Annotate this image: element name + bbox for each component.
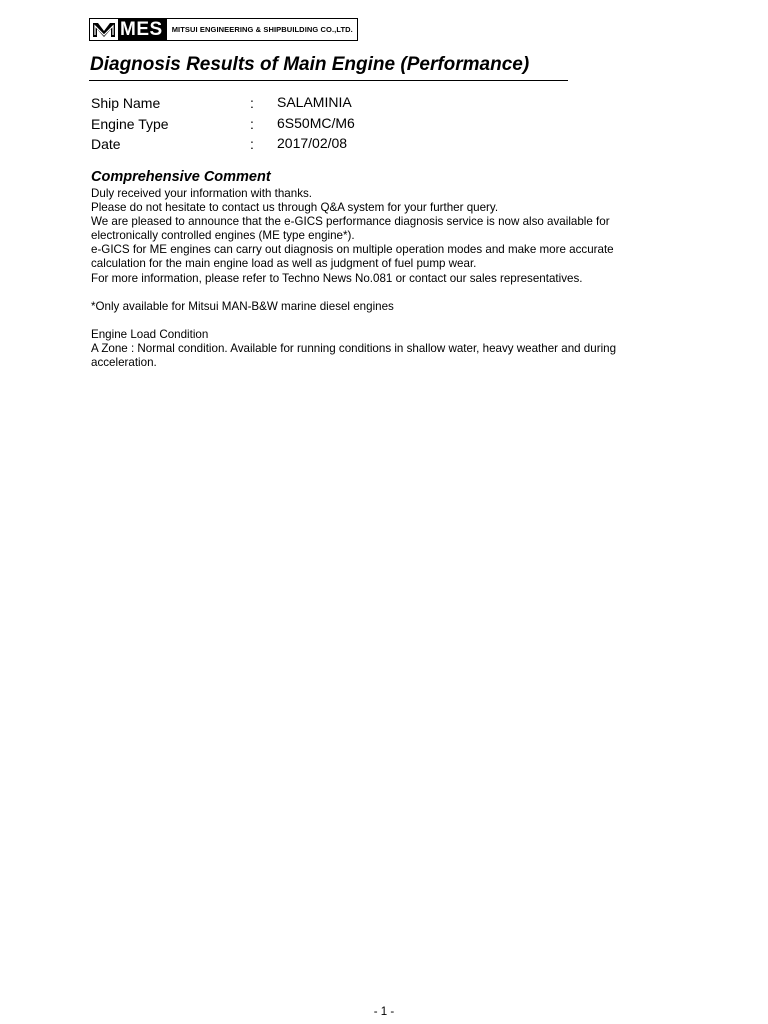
- logo-brand-text: MES: [118, 19, 167, 40]
- title-underline: [89, 80, 568, 81]
- ship-name-value: SALAMINIA: [277, 94, 352, 110]
- engine-type-label: Engine Type: [91, 116, 169, 132]
- comment-line: Engine Load Condition: [91, 327, 209, 341]
- mes-logo-mark-icon: [90, 19, 118, 40]
- document-title: Diagnosis Results of Main Engine (Performance): [90, 54, 530, 75]
- comment-line: Please do not hesitate to contact us through Q&A system for your further query.: [91, 201, 499, 215]
- logo-company-name: MITSUI ENGINEERING & SHIPBUILDING CO.,LTD.: [171, 25, 353, 34]
- ship-name-label: Ship Name: [91, 95, 161, 111]
- comment-line: We are pleased to announce that the e-GICS performance diagnosis service is now also available for: [91, 215, 610, 229]
- comment-line: calculation for the main engine load as well as judgment of fuel pump wear.: [91, 257, 477, 271]
- page-number: - 1 -: [373, 1006, 395, 1018]
- engine-type-value: 6S50MC/M6: [277, 115, 355, 131]
- company-logo: [89, 18, 358, 41]
- comment-line: Duly received your information with thanks.: [91, 187, 313, 200]
- comment-line: For more information, please refer to Techno News No.081 or contact our sales representatives.: [91, 271, 583, 285]
- date-value: 2017/02/08: [277, 135, 348, 151]
- blank-line: [91, 314, 691, 328]
- date-label: Date: [91, 136, 121, 152]
- comment-body: [91, 187, 691, 370]
- ship-name-separator: :: [250, 95, 254, 111]
- comment-line: A Zone : Normal condition. Available for running conditions in shallow water, heavy weather and during: [91, 342, 617, 356]
- comment-line: e-GICS for ME engines can carry out diagnosis on multiple operation modes and make more accurate: [91, 243, 614, 257]
- comment-line: electronically controlled engines (ME type engine*).: [91, 229, 355, 243]
- comment-heading: Comprehensive Comment: [91, 169, 271, 185]
- blank-line: [91, 286, 691, 300]
- comment-line: acceleration.: [91, 356, 157, 370]
- comment-line: *Only available for Mitsui MAN-B&W marine diesel engines: [91, 299, 394, 313]
- engine-type-separator: :: [250, 116, 254, 132]
- date-separator: :: [250, 136, 254, 152]
